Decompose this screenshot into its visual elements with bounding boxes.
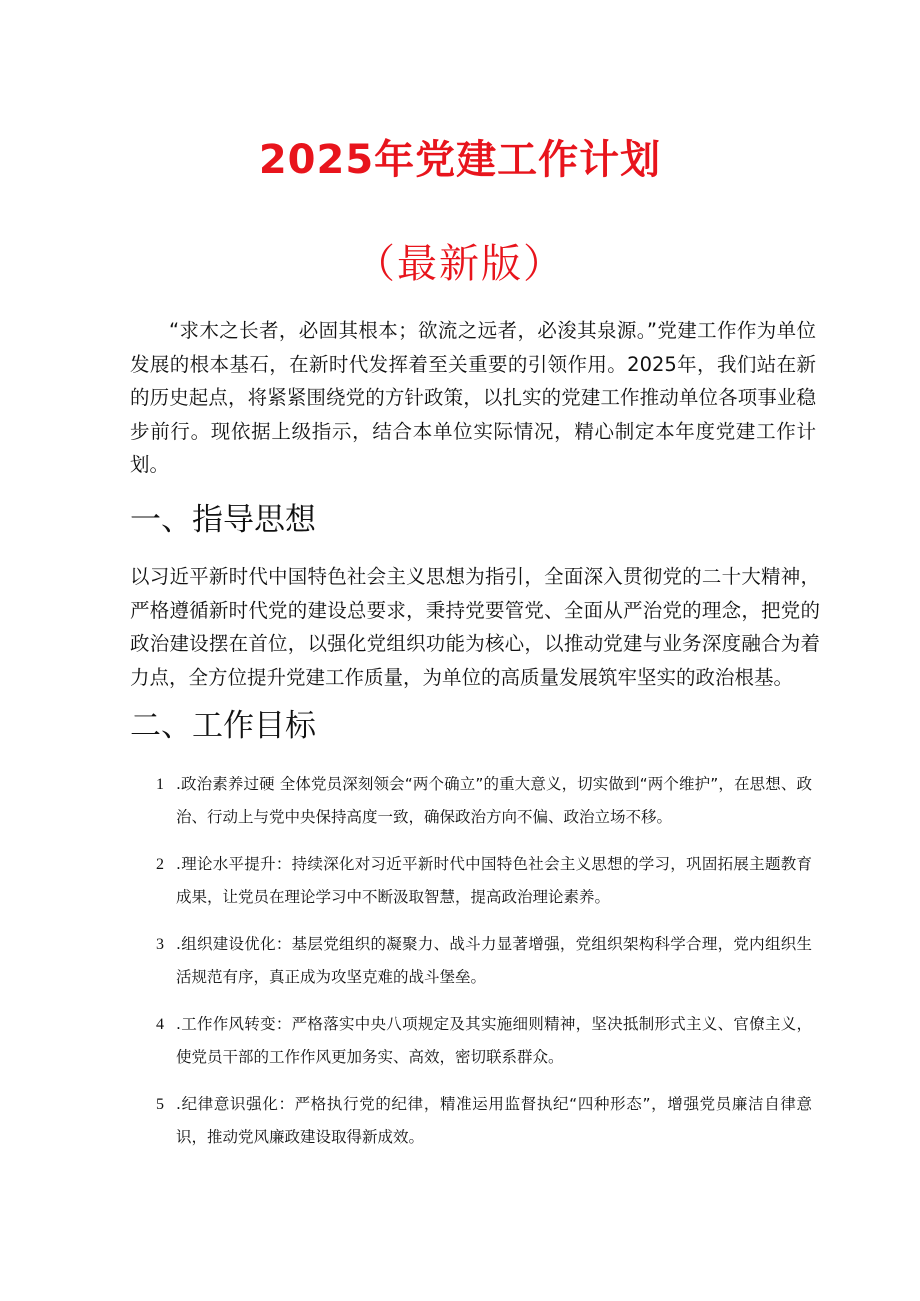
goal-text: .组织建设优化：基层党组织的凝聚力、战斗力显著增强，党组织架构科学合理，党内组织生活规范有序，真正成为攻坚克难的战斗堡垒。	[176, 935, 812, 986]
goal-item	[130, 848, 820, 928]
goal-number: 3	[156, 936, 164, 953]
section-heading-guiding-ideology: 一、指导思想	[130, 502, 316, 538]
goal-item	[130, 1088, 820, 1168]
document-subtitle: （最新版）	[355, 241, 565, 287]
goal-text: .政治素养过硬 全体党员深刻领会“两个确立”的重大意义，切实做到“两个维护”，在思想、政治、行动上与党中央保持高度一致，确保政治方向不偏、政治立场不移。	[176, 775, 812, 826]
work-goals-list	[130, 768, 820, 1168]
guiding-ideology-paragraph: 以习近平新时代中国特色社会主义思想为指引，全面深入贯彻党的二十大精神，严格遵循新时代党的建设总要求，秉持党要管党、全面从严治党的理念，把党的政治建设摆在首位，以强化党组织功能为核心，以推动党建与业务深度融合为着力点，全方位提升党建工作质量，为单位的高质量发展筑牢坚实的政治根基。	[130, 565, 820, 689]
goal-number: 5	[156, 1096, 164, 1113]
section-heading-work-goals: 二、工作目标	[130, 708, 316, 744]
goal-number: 2	[156, 856, 164, 873]
document-title: 2025年党建工作计划	[258, 137, 662, 183]
goal-item	[130, 928, 820, 1008]
goal-text: .纪律意识强化：严格执行党的纪律，精准运用监督执纪“四种形态”，增强党员廉洁自律意识，推动党风廉政建设取得新成效。	[176, 1095, 812, 1146]
intro-paragraph: “求木之长者，必固其根本；欲流之远者，必浚其泉源。”党建工作作为单位发展的根本基石，在新时代发挥着至关重要的引领作用。2025年，我们站在新的历史起点，将紧紧围绕党的方针政策，以扎实的党建工作推动单位各项事业稳步前行。现依据上级指示，结合本单位实际情况，精心制定本年度党建工作计划。	[130, 319, 816, 476]
goal-number: 4	[156, 1016, 164, 1033]
goal-number: 1	[156, 776, 164, 793]
goal-text: .工作作风转变：严格落实中央八项规定及其实施细则精神，坚决抵制形式主义、官僚主义，使党员干部的工作作风更加务实、高效，密切联系群众。	[176, 1015, 812, 1066]
goal-item	[130, 768, 820, 848]
goal-item	[130, 1008, 820, 1088]
goal-text: .理论水平提升：持续深化对习近平新时代中国特色社会主义思想的学习，巩固拓展主题教育成果，让党员在理论学习中不断汲取智慧，提高政治理论素养。	[176, 855, 812, 906]
